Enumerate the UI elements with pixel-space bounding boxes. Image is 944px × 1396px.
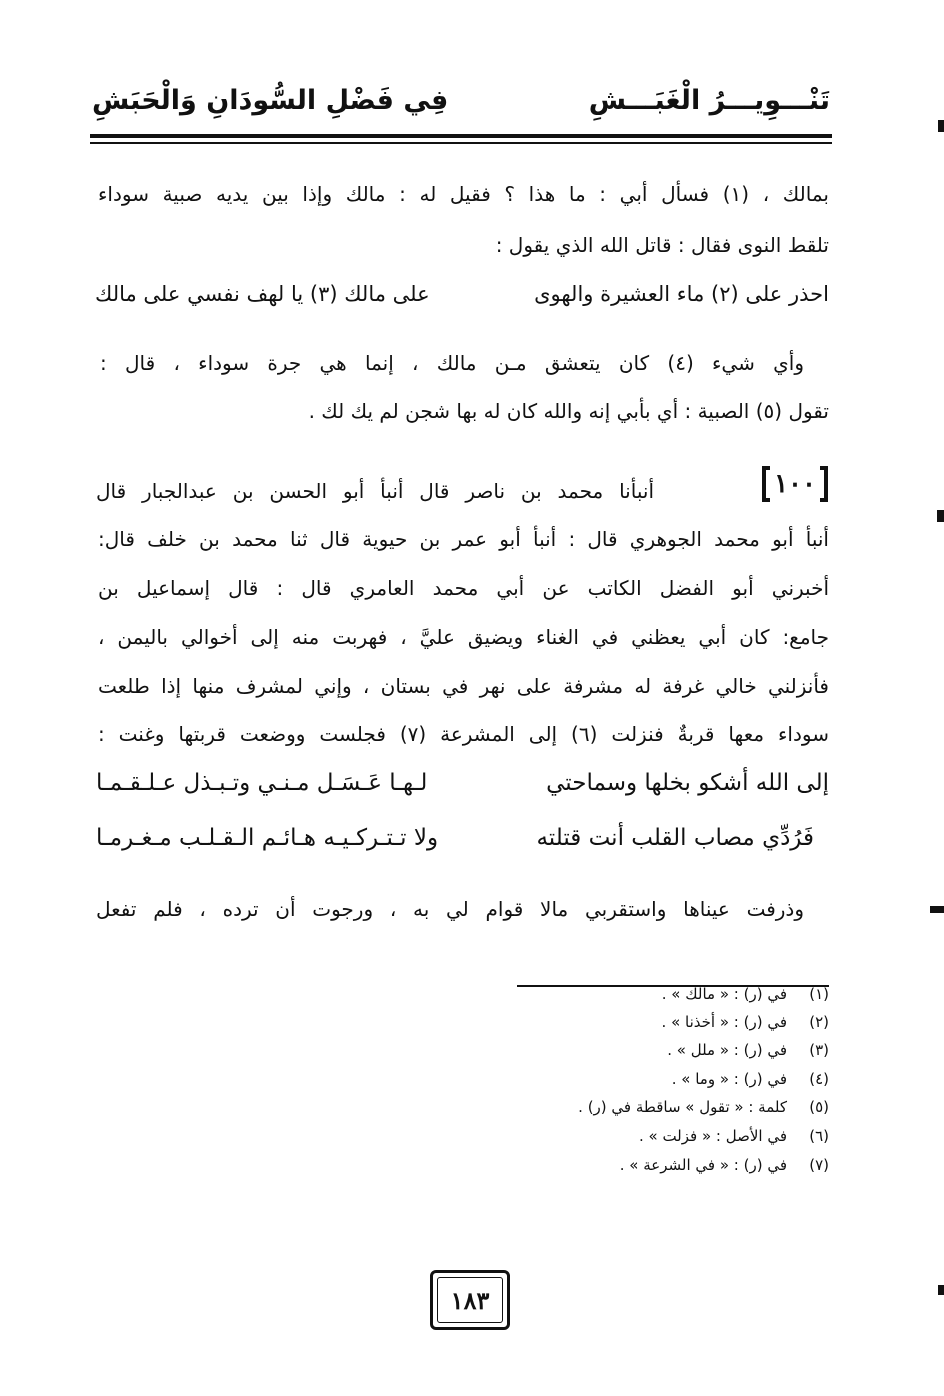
verse-hemistich-left: على مالك (٣) يا لهف نفسي على مالك (95, 282, 430, 306)
footnote-number: (٣) (809, 1041, 829, 1059)
footnote (662, 981, 829, 1007)
footnote-number: (٥) (809, 1098, 829, 1116)
text-line: تلقط النوى فقال : قاتل الله الذي يقول : (495, 233, 829, 257)
footnote-text: في (ر) : « ملل » . (667, 1041, 787, 1059)
text-line: فأنزلني خالي غرفة له مشرفة على نهر في بستان ، وإني لمشرف منها إذا طلعت (98, 674, 829, 698)
text-line: سوداء معها قربةٌ فنزلت (٦) إلى المشرعة (٧) فجلست ووضعت قربتها وغنت : (98, 722, 829, 746)
book-subtitle: فِي فَضْلِ السُّودَانِ وَالْحَبَشِ (92, 84, 449, 116)
footnote (672, 1066, 829, 1092)
edge-mark (938, 1285, 944, 1295)
footnote-number: (٧) (809, 1156, 829, 1174)
running-header (92, 72, 830, 128)
footnote-text: في الأصل : « فزلت » . (638, 1127, 787, 1145)
footnote (662, 1009, 829, 1035)
footnote-text: في (ر) : « مالك » . (661, 985, 787, 1003)
verse-hemistich-right: فَرُدِّي مصاب القلب أنت قتلته (536, 825, 814, 851)
book-title: تَنْـــوِيـــرُ الْغَبَـــشِ (588, 84, 830, 116)
text-line: بمالك ، (١) فسأل أبي : ما هذا ؟ فقيل له : مالك وإذا بين يديه صبية سوداء (98, 182, 829, 206)
footnote (667, 1037, 829, 1063)
page-number-text: ١٨٣ (450, 1285, 490, 1315)
text-line: أخبرني أبو الفضل الكاتب عن أبي محمد العامري قال : قال إسماعيل بن (98, 576, 829, 600)
header-rule-thin (90, 142, 832, 144)
footnote-number: (٤) (809, 1070, 829, 1088)
verse-hemistich-right: إلى الله أشكو بخلها وسماحتي (546, 770, 829, 796)
footnote-number: (١) (809, 985, 829, 1003)
text-line: جامع: كان أبي يعظني في الغناء ويضيق عليَّ ، فهربت منه إلى أخوالي باليمن ، (98, 625, 829, 649)
page-number (430, 1270, 510, 1330)
footnote (578, 1094, 829, 1120)
verse-hemistich-left: لـهـا عَـسَـل مـنـي وتـبـذل عـلـقـمـا (96, 770, 428, 796)
header-rule-thick (90, 134, 832, 138)
edge-mark (938, 120, 944, 132)
footnote (620, 1152, 829, 1178)
footnote-text: في (ر) : « وما » . (671, 1070, 787, 1088)
text-line: وذرفت عيناها واستقربي مالا قوام لي به ، ورجوت أن ترده ، فلم تفعل (96, 897, 804, 921)
verse-hemistich-right: احذر على (٢) ماء العشيرة والهوى (534, 282, 829, 306)
footnote-text: كلمة : « تقول » ساقطة في (ر) . (578, 1098, 787, 1116)
edge-mark (930, 906, 944, 913)
footnote-number: (٢) (809, 1013, 829, 1031)
footnote-number: (٦) (809, 1127, 829, 1145)
entry-number: ١٠٠ (762, 466, 828, 502)
text-line: تقول (٥) الصبية : أي بأبي إنه والله كان له بها شجن لم يك لك . (308, 399, 829, 423)
text-line: وأي شيء (٤) كان يتعشق مـن مالك ، إنما هي جرة سوداء ، قال : (100, 351, 804, 375)
text-line: أنبأ أبو محمد الجوهري قال : أنبأ أبو عمر بن حيوية قال ثنا محمد بن خلف قال: (98, 527, 829, 551)
entry-first-line: أنبأنا محمد بن ناصر قال أنبأ أبو الحسن بن عبدالجبار قال (96, 479, 654, 503)
footnote-text: في (ر) : « في الشرعة » . (619, 1156, 787, 1174)
footnote (639, 1123, 829, 1149)
footnote-text: في (ر) : « أخذنا » . (661, 1013, 787, 1031)
edge-mark (937, 510, 944, 522)
verse-hemistich-left: ولا تـتـركـيـه هـائـم الـقـلـب مـغـرمـا (96, 825, 439, 851)
